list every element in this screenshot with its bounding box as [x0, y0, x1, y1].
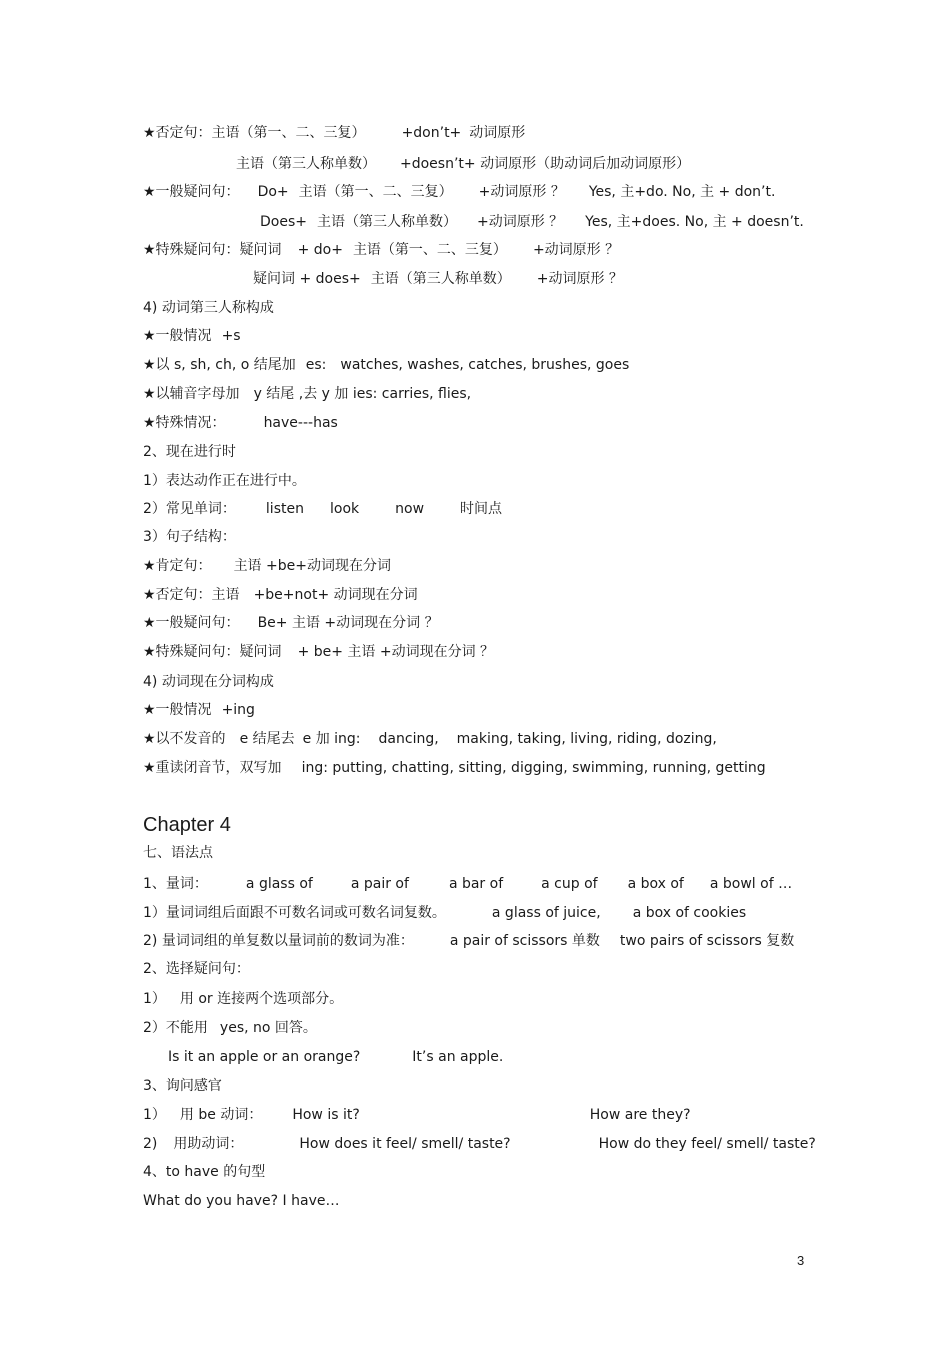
text: +动词原形 ？: [476, 214, 564, 230]
text: ★否定句：主语（第一、二、三复）: [143, 125, 366, 141]
text: a pair of scissors 单数: [449, 933, 600, 949]
text: yes, no 回答。: [219, 1020, 317, 1036]
to-have-title: 4、to have 的句型: [143, 1164, 266, 1180]
text: y 结尾 ,去 y 加 ies: carries, flies,: [253, 386, 472, 402]
question-rule-line-1: [143, 183, 775, 201]
text: +doesn’t+ 动词原形（助动词后加动词原形）: [400, 156, 691, 172]
text: have---has: [263, 415, 338, 431]
pc-negative: [143, 586, 418, 604]
text: 2) 量词词组的单复数以量词前的数词为准：: [143, 933, 414, 949]
text: How do they feel/ smell/ taste?: [598, 1136, 816, 1152]
negative-rule-line-1: [143, 124, 525, 142]
to-have-example: What do you have? I have…: [143, 1193, 340, 1209]
text: 主语（第三人称单数）: [370, 271, 511, 287]
text: 1）量词词组后面跟不可数名词或可数名词复数。: [143, 905, 446, 921]
text: 用 or 连接两个选项部分。: [179, 991, 344, 1007]
text: It’s an apple.: [412, 1049, 504, 1065]
text: ★一般情况: [143, 328, 212, 344]
text: Does+: [260, 214, 307, 230]
text: Be+ 主语 +动词现在分词 ？: [257, 615, 439, 631]
senses-point-1: [143, 1106, 691, 1124]
choice-point-1: [143, 990, 343, 1008]
text: 主语 +be+动词现在分词: [233, 558, 391, 574]
text: 动词原形: [469, 125, 526, 141]
text: 用助动词：: [173, 1136, 244, 1152]
text: 主语（第一、二、三复）: [352, 242, 507, 258]
rule-ing-general: [143, 701, 255, 719]
special-question-line-2: [253, 270, 623, 288]
text: +ing: [221, 702, 255, 718]
choice-point-2: [143, 1019, 317, 1037]
text: 主语（第三人称单数）: [316, 214, 457, 230]
section-third-person: 4) 动词第三人称构成: [143, 300, 274, 316]
text: e 加 ing:: [302, 731, 361, 747]
quantifier-point-2: [143, 932, 794, 950]
text: ★重读闭音节，双写加: [143, 760, 282, 776]
text: 1）: [143, 991, 166, 1007]
text: es:: [305, 357, 327, 373]
text: Yes, 主+does. No, 主 + doesn’t.: [585, 214, 804, 230]
text: watches, washes, catches, brushes, goes: [340, 357, 630, 373]
quantifier-title: [143, 875, 792, 893]
rule-third-es: [143, 356, 629, 374]
text: 2）常见单词：: [143, 501, 236, 517]
section-present-participle: 4) 动词现在分词构成: [143, 674, 274, 690]
section-present-continuous: 2、现在进行时: [143, 444, 236, 460]
text: ★一般情况: [143, 702, 212, 718]
text: ★否定句：主语: [143, 587, 240, 603]
choice-example: [168, 1048, 503, 1066]
negative-rule-line-2: [236, 155, 690, 173]
text: 1、量词：: [143, 876, 208, 892]
text: look: [329, 501, 360, 517]
text: making, taking, living, riding, dozing,: [456, 731, 717, 747]
text: dancing,: [378, 731, 439, 747]
text: a glass of: [245, 876, 313, 892]
choice-question-title: 2、选择疑问句：: [143, 961, 250, 977]
senses-title: 3、询问感官: [143, 1078, 222, 1094]
text: ★肯定句：: [143, 558, 212, 574]
text: ★以 s, sh, ch, o 结尾加: [143, 357, 296, 373]
rule-third-special: [143, 414, 338, 432]
text: a box of cookies: [632, 905, 747, 921]
text: +动词原形 ？: [536, 271, 623, 287]
chapter-heading: Chapter 4: [143, 814, 231, 836]
text: 2）不能用: [143, 1020, 208, 1036]
text: 主语（第一、二、三复）: [298, 184, 453, 200]
text: ing: putting, chatting, sitting, digging, swimming, running, getting: [301, 760, 766, 776]
text: How is it?: [292, 1107, 360, 1123]
text: ★以辅音字母加: [143, 386, 240, 402]
text: a pair of: [350, 876, 409, 892]
text: + be+ 主语 +动词现在分词 ？: [297, 644, 495, 660]
text: a bar of: [448, 876, 504, 892]
text: ★特殊疑问句：疑问词: [143, 644, 282, 660]
pc-special-question: [143, 643, 494, 661]
text: +动词原形 ？: [532, 242, 620, 258]
question-rule-line-2: [260, 213, 804, 231]
rule-third-general: [143, 327, 241, 345]
pc-point-1: 1）表达动作正在进行中。: [143, 473, 306, 489]
text: +don’t+: [401, 125, 462, 141]
pc-question: [143, 614, 439, 632]
grammar-points-title: 七、语法点: [143, 845, 213, 861]
text: +s: [221, 328, 241, 344]
text: a cup of: [541, 876, 598, 892]
page-number: 3: [797, 1253, 805, 1268]
text: ★特殊疑问句：疑问词: [143, 242, 282, 258]
text: 主语（第三人称单数）: [236, 156, 376, 172]
text: now: [395, 501, 425, 517]
text: Is it an apple or an orange?: [168, 1049, 361, 1065]
text: 2): [143, 1136, 158, 1152]
special-question-line-1: [143, 241, 619, 259]
text: 用 be 动词：: [179, 1107, 263, 1123]
text: ★一般疑问句：: [143, 184, 240, 200]
text: ★一般疑问句：: [143, 615, 240, 631]
text: e 结尾去: [239, 731, 295, 747]
rule-third-ies: [143, 385, 471, 403]
text: a box of: [627, 876, 684, 892]
text: How does it feel/ smell/ taste?: [299, 1136, 511, 1152]
text: ★特殊情况：: [143, 415, 226, 431]
text: 时间点: [460, 501, 503, 517]
pc-positive: [143, 557, 391, 575]
rule-ing-e: [143, 730, 717, 748]
pc-point-2: [143, 500, 502, 518]
rule-ing-double: [143, 759, 766, 777]
text: listen: [265, 501, 304, 517]
text: How are they?: [589, 1107, 691, 1123]
text: ★以不发音的: [143, 731, 226, 747]
text: + do+: [297, 242, 343, 258]
quantifier-point-1: [143, 904, 746, 922]
text: two pairs of scissors 复数: [619, 933, 795, 949]
text: Yes, 主+do. No, 主 + don’t.: [588, 184, 776, 200]
text: Do+: [257, 184, 289, 200]
text: +动词原形 ？: [478, 184, 565, 200]
text: 疑问词 + does+: [253, 271, 361, 287]
text: a glass of juice,: [491, 905, 601, 921]
text: a bowl of …: [709, 876, 793, 892]
senses-point-2: [143, 1135, 816, 1153]
text: 1）: [143, 1107, 166, 1123]
text: +be+not+ 动词现在分词: [253, 587, 418, 603]
pc-point-3: 3）句子结构：: [143, 529, 236, 545]
